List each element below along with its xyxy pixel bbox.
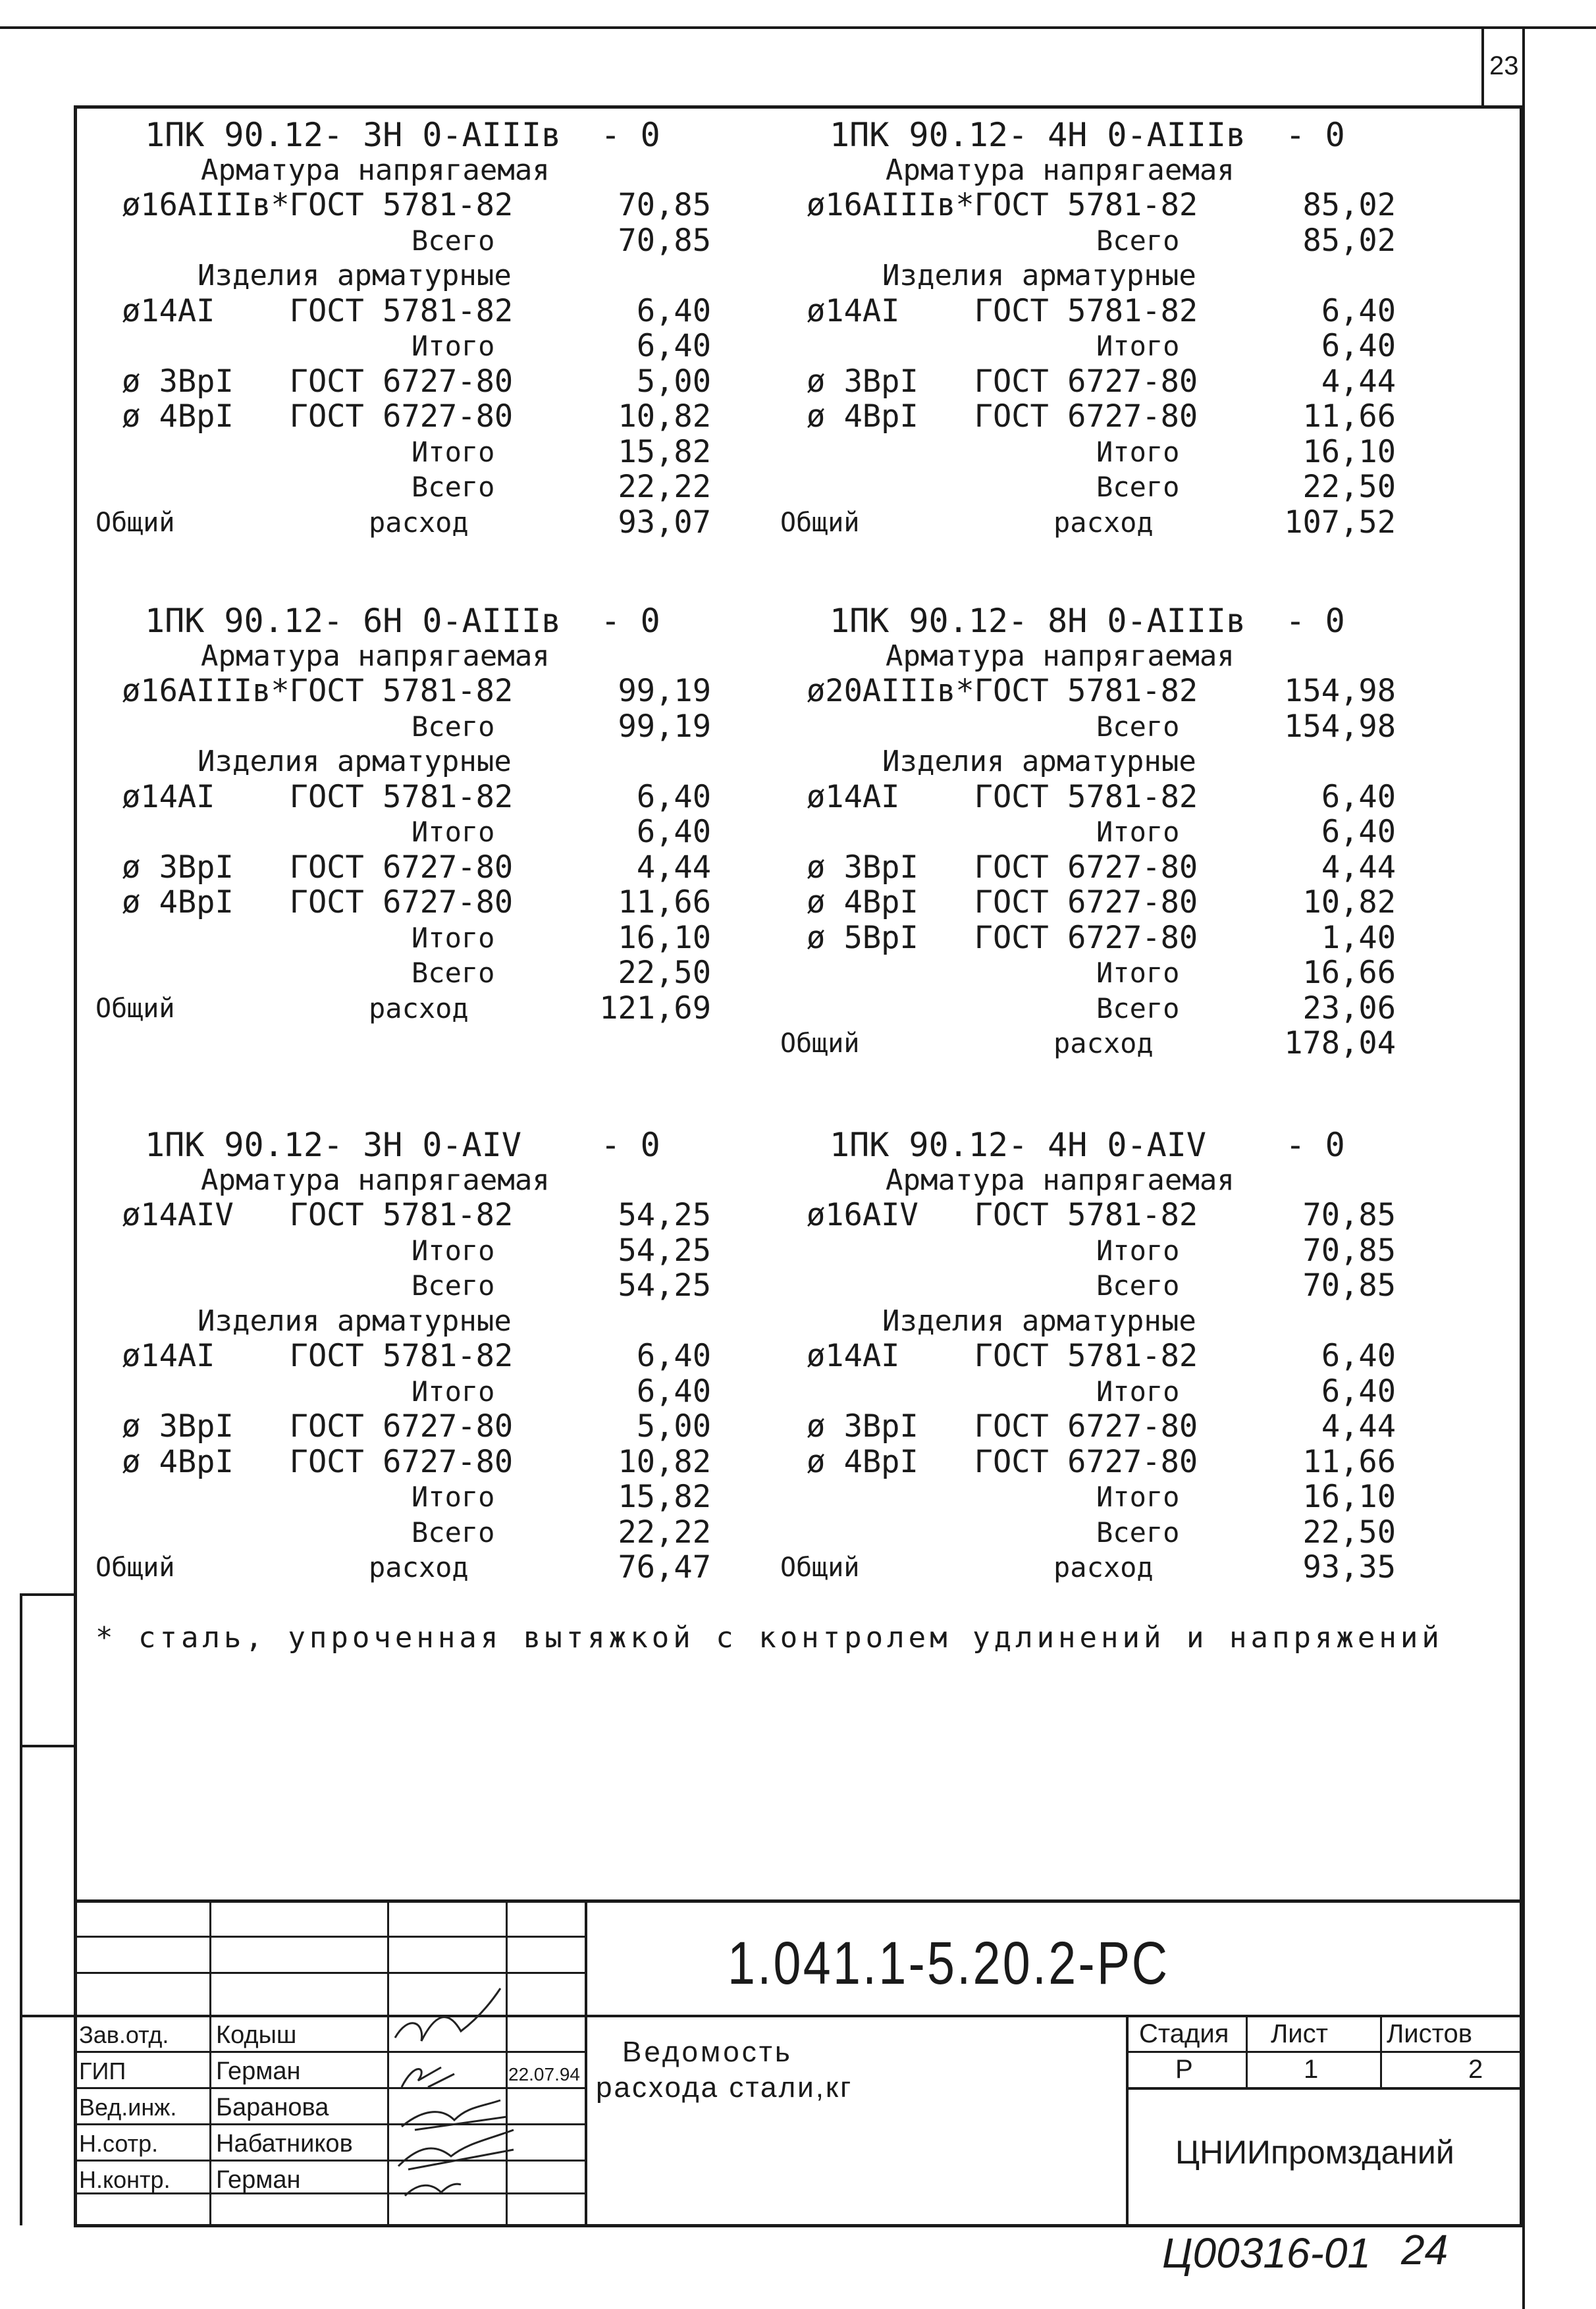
mass-value: 4,44 bbox=[1321, 1408, 1396, 1445]
table-row bbox=[784, 1374, 1468, 1410]
table-row bbox=[95, 990, 784, 1026]
table-row bbox=[99, 639, 784, 674]
subtotal-label: расход bbox=[1053, 1027, 1154, 1059]
product-title: 1ПК 90.12- 3Н 0-АIV - 0 bbox=[145, 1126, 660, 1164]
subtotal-label: Итого bbox=[1096, 957, 1180, 989]
table-row bbox=[99, 1339, 784, 1374]
mass-value: 6,40 bbox=[636, 328, 711, 364]
steel-spec: ø16АIIIв*ГОСТ 5781-82 bbox=[122, 187, 514, 223]
table-row bbox=[784, 188, 1468, 223]
subtotal-label: расход bbox=[1053, 506, 1154, 539]
table-row bbox=[784, 258, 1468, 294]
table-row bbox=[784, 469, 1468, 505]
subtotal-label: Итого bbox=[1096, 330, 1180, 362]
frame-top bbox=[74, 105, 1522, 109]
table-row bbox=[99, 920, 784, 956]
sheet-value: 1 bbox=[1304, 2055, 1319, 2084]
product-title: 1ПК 90.12- 3Н 0-АIIIв - 0 bbox=[145, 116, 660, 154]
person-name: Герман bbox=[216, 2057, 301, 2085]
table-row bbox=[784, 1163, 1468, 1198]
role-label: ГИП bbox=[79, 2057, 126, 2084]
table-row bbox=[99, 1304, 784, 1339]
steel-spec: ø 4ВрI ГОСТ 6727-80 bbox=[122, 1443, 514, 1480]
subtotal-label: Всего bbox=[412, 1516, 495, 1549]
person-name: Герман bbox=[216, 2166, 301, 2194]
steel-spec: ø14АI ГОСТ 5781-82 bbox=[122, 778, 514, 815]
subtotal-label: Итого bbox=[1096, 1234, 1180, 1267]
page-number: 23 bbox=[1489, 51, 1519, 80]
table-row bbox=[99, 1374, 784, 1410]
steel-spec: ø 3ВрI ГОСТ 6727-80 bbox=[122, 849, 514, 886]
stage-header: Стадия bbox=[1139, 2019, 1229, 2048]
steel-spec: ø 3ВрI ГОСТ 6727-80 bbox=[122, 363, 514, 400]
mass-value: 6,40 bbox=[1321, 292, 1396, 329]
table-row bbox=[784, 1445, 1468, 1480]
role-label: Н.сотр. bbox=[79, 2130, 159, 2157]
subtotal-label: Всего bbox=[1096, 224, 1180, 257]
margin-tick-3 bbox=[20, 2015, 76, 2017]
steel-spec: ø 5ВрI ГОСТ 6727-80 bbox=[807, 919, 1198, 956]
steel-spec: ø 3ВрI ГОСТ 6727-80 bbox=[122, 1408, 514, 1445]
product-title: 1ПК 90.12- 4Н 0-АIV - 0 bbox=[830, 1126, 1345, 1164]
table-row bbox=[784, 329, 1468, 364]
table-row bbox=[784, 780, 1468, 815]
table-row bbox=[784, 294, 1468, 329]
table-row bbox=[784, 1268, 1468, 1304]
document-code: 1.041.1-5.20.2-РС bbox=[728, 1930, 1170, 1997]
table-row bbox=[99, 1268, 784, 1304]
stamp-hline-2 bbox=[74, 1972, 585, 1974]
sheets-header: Листов bbox=[1387, 2019, 1472, 2048]
footnote: * сталь, упроченная вытяжкой с контролем удлинений и напряжений bbox=[95, 1621, 1443, 1655]
mass-value: 15,82 bbox=[618, 433, 711, 470]
mass-value: 54,25 bbox=[618, 1232, 711, 1269]
signature-5 bbox=[405, 2184, 461, 2196]
mass-value: 76,47 bbox=[618, 1549, 711, 1585]
mass-value: 70,85 bbox=[1302, 1232, 1396, 1269]
table-row bbox=[99, 1163, 784, 1198]
table-row bbox=[99, 885, 784, 920]
total-label: Общий bbox=[95, 507, 175, 538]
table-row bbox=[784, 955, 1468, 991]
sheet-top-border bbox=[0, 26, 1596, 29]
signature-1 bbox=[395, 1988, 500, 2041]
table-row bbox=[99, 709, 784, 745]
margin-tick-1 bbox=[20, 1593, 76, 1596]
table-row bbox=[780, 504, 1468, 541]
mass-value: 6,40 bbox=[636, 292, 711, 329]
signature-3 bbox=[402, 2100, 507, 2130]
table-row bbox=[99, 1515, 784, 1551]
table-row bbox=[784, 639, 1468, 674]
mass-value: 4,44 bbox=[1321, 849, 1396, 886]
subtotal-label: Итого bbox=[412, 1481, 495, 1513]
mass-value: 10,82 bbox=[1302, 884, 1396, 920]
table-row bbox=[780, 1549, 1468, 1585]
table-row bbox=[99, 1409, 784, 1445]
table-row bbox=[784, 709, 1468, 745]
section-heading: Изделия арматурные bbox=[882, 745, 1196, 778]
product-title: 1ПК 90.12- 8Н 0-АIIIв - 0 bbox=[830, 602, 1345, 640]
table-row bbox=[99, 1445, 784, 1480]
margin-tick-2 bbox=[20, 1745, 76, 1747]
mass-value: 107,52 bbox=[1284, 504, 1396, 541]
table-row bbox=[99, 188, 784, 223]
subtotal-label: Всего bbox=[412, 710, 495, 743]
table-row bbox=[784, 399, 1468, 435]
steel-spec: ø16АIV ГОСТ 5781-82 bbox=[807, 1197, 1198, 1233]
mass-value: 6,40 bbox=[1321, 1373, 1396, 1410]
mass-value: 23,06 bbox=[1302, 990, 1396, 1026]
steel-spec: ø14АI ГОСТ 5781-82 bbox=[807, 778, 1198, 815]
person-name: Набатников bbox=[216, 2130, 353, 2158]
table-row bbox=[99, 744, 784, 780]
table-row bbox=[99, 329, 784, 364]
subtotal-label: Всего bbox=[412, 957, 495, 989]
table-row bbox=[784, 674, 1468, 709]
table-row bbox=[99, 674, 784, 709]
steel-spec: ø 4ВрI ГОСТ 6727-80 bbox=[807, 884, 1198, 920]
table-row bbox=[99, 1233, 784, 1269]
mass-value: 6,40 bbox=[1321, 778, 1396, 815]
stage-box-vline-1 bbox=[1246, 2015, 1248, 2088]
bottom-number: 24 bbox=[1401, 2226, 1449, 2273]
total-label: Общий bbox=[780, 1028, 860, 1059]
product-block bbox=[95, 1126, 784, 1601]
mass-value: 22,50 bbox=[1302, 469, 1396, 505]
signature-4 bbox=[398, 2130, 514, 2169]
signatures bbox=[388, 1975, 586, 2199]
margin-left-line bbox=[20, 1593, 22, 2225]
mass-value: 1,40 bbox=[1321, 919, 1396, 956]
table-row bbox=[784, 435, 1468, 470]
steel-spec: ø14АI ГОСТ 5781-82 bbox=[122, 1338, 514, 1374]
mass-value: 11,66 bbox=[1302, 1443, 1396, 1480]
mass-value: 11,66 bbox=[1302, 398, 1396, 435]
sheet-title-line2: расхода стали,кг bbox=[596, 2071, 853, 2104]
sheets-value: 2 bbox=[1468, 2055, 1483, 2084]
table-row bbox=[784, 885, 1468, 920]
mass-value: 6,40 bbox=[1321, 328, 1396, 364]
mass-value: 22,22 bbox=[618, 469, 711, 505]
subtotal-label: Всего bbox=[1096, 992, 1180, 1024]
mass-value: 22,22 bbox=[618, 1514, 711, 1551]
steel-spec: ø20АIIIв*ГОСТ 5781-82 bbox=[807, 673, 1198, 709]
subtotal-label: Всего bbox=[1096, 1516, 1180, 1549]
subtotal-label: Итого bbox=[1096, 1375, 1180, 1408]
mass-value: 6,40 bbox=[636, 814, 711, 850]
table-row bbox=[784, 1515, 1468, 1551]
table-row bbox=[99, 469, 784, 505]
table-row bbox=[99, 850, 784, 886]
frame-left bbox=[74, 105, 77, 2225]
table-row bbox=[780, 1025, 1468, 1061]
table-row bbox=[784, 991, 1468, 1026]
steel-spec: ø 4ВрI ГОСТ 6727-80 bbox=[122, 398, 514, 435]
section-heading: Арматура напрягаемая bbox=[886, 1163, 1235, 1197]
mass-value: 10,82 bbox=[618, 1443, 711, 1480]
steel-spec: ø14АI ГОСТ 5781-82 bbox=[807, 1338, 1198, 1374]
steel-spec: ø14АIV ГОСТ 5781-82 bbox=[122, 1197, 514, 1233]
steel-spec: ø 4ВрI ГОСТ 6727-80 bbox=[807, 1443, 1198, 1480]
mass-value: 16,66 bbox=[1302, 955, 1396, 991]
table-row bbox=[784, 1198, 1468, 1233]
sheet-title-line1: Ведомость bbox=[622, 2036, 793, 2068]
mass-value: 121,69 bbox=[599, 990, 711, 1026]
mass-value: 22,50 bbox=[1302, 1514, 1396, 1551]
table-row bbox=[95, 504, 784, 541]
frame-bottom bbox=[74, 2224, 1522, 2227]
approval-date: 22.07.94 bbox=[508, 2064, 580, 2084]
mass-value: 54,25 bbox=[618, 1267, 711, 1304]
table-row bbox=[99, 364, 784, 400]
product-block bbox=[780, 602, 1468, 1077]
person-name: Кодыш bbox=[216, 2021, 297, 2049]
subtotal-label: расход bbox=[369, 506, 469, 539]
table-row bbox=[784, 1339, 1468, 1374]
subtotal-label: Итого bbox=[1096, 435, 1180, 468]
steel-spec: ø16АIIIв*ГОСТ 5781-82 bbox=[807, 187, 1198, 223]
mass-value: 70,85 bbox=[618, 187, 711, 223]
table-row bbox=[99, 780, 784, 815]
mass-value: 6,40 bbox=[636, 1338, 711, 1374]
table-row bbox=[784, 1479, 1468, 1515]
stamp-vline-1 bbox=[209, 1899, 211, 2225]
mass-value: 16,10 bbox=[1302, 433, 1396, 470]
mass-value: 178,04 bbox=[1284, 1025, 1396, 1061]
mass-value: 15,82 bbox=[618, 1479, 711, 1515]
table-row bbox=[784, 1304, 1468, 1339]
product-block bbox=[95, 602, 784, 1077]
mass-value: 93,07 bbox=[618, 504, 711, 541]
mass-value: 11,66 bbox=[618, 884, 711, 920]
table-row bbox=[99, 814, 784, 850]
stage-box-hline-2 bbox=[1126, 2087, 1522, 2090]
subtotal-label: расход bbox=[1053, 1551, 1154, 1583]
steel-spec: ø 4ВрI ГОСТ 6727-80 bbox=[807, 398, 1198, 435]
table-row bbox=[99, 955, 784, 991]
table-row bbox=[99, 399, 784, 435]
mass-value: 4,44 bbox=[1321, 363, 1396, 400]
subtotal-label: Всего bbox=[1096, 710, 1180, 743]
subtotal-label: Всего bbox=[412, 1269, 495, 1302]
table-row bbox=[99, 153, 784, 188]
mass-value: 5,00 bbox=[636, 1408, 711, 1445]
mass-value: 99,19 bbox=[618, 673, 711, 709]
product-block bbox=[780, 116, 1468, 591]
table-row bbox=[99, 258, 784, 294]
page-number-box-left bbox=[1481, 29, 1484, 107]
mass-value: 6,40 bbox=[1321, 814, 1396, 850]
steel-spec: ø 4ВрI ГОСТ 6727-80 bbox=[122, 884, 514, 920]
mass-value: 93,35 bbox=[1302, 1549, 1396, 1585]
section-heading: Изделия арматурные bbox=[198, 1304, 512, 1338]
subtotal-label: расход bbox=[369, 992, 469, 1024]
total-label: Общий bbox=[95, 1553, 175, 1583]
table-row bbox=[99, 294, 784, 329]
steel-spec: ø 3ВрI ГОСТ 6727-80 bbox=[807, 1408, 1198, 1445]
mass-value: 4,44 bbox=[636, 849, 711, 886]
mass-value: 99,19 bbox=[618, 708, 711, 745]
subtotal-label: Всего bbox=[412, 471, 495, 503]
subtotal-label: Всего bbox=[1096, 471, 1180, 503]
archive-number: Ц00316-01 bbox=[1162, 2229, 1371, 2277]
mass-value: 154,98 bbox=[1284, 673, 1396, 709]
subtotal-label: Всего bbox=[412, 224, 495, 257]
product-block bbox=[95, 116, 784, 591]
subtotal-label: Итого bbox=[412, 435, 495, 468]
subtotal-label: Итого bbox=[412, 1375, 495, 1408]
section-heading: Арматура напрягаемая bbox=[886, 153, 1235, 187]
section-heading: Арматура напрягаемая bbox=[886, 639, 1235, 673]
section-heading: Изделия арматурные bbox=[882, 259, 1196, 292]
table-row bbox=[99, 1479, 784, 1515]
steel-spec: ø 3ВрI ГОСТ 6727-80 bbox=[807, 363, 1198, 400]
subtotal-label: Всего bbox=[1096, 1269, 1180, 1302]
stamp-top bbox=[74, 1899, 1522, 1903]
stage-box-vline-2 bbox=[1380, 2015, 1382, 2088]
stage-value: Р bbox=[1175, 2055, 1193, 2084]
section-heading: Изделия арматурные bbox=[882, 1304, 1196, 1338]
subtotal-label: Итого bbox=[1096, 1481, 1180, 1513]
table-row bbox=[99, 1198, 784, 1233]
role-label: Н.контр. bbox=[79, 2166, 171, 2193]
section-heading: Изделия арматурные bbox=[198, 259, 512, 292]
section-heading: Арматура напрягаемая bbox=[201, 153, 550, 187]
stage-box-left bbox=[1126, 2015, 1129, 2225]
table-row bbox=[784, 814, 1468, 850]
mass-value: 70,85 bbox=[618, 222, 711, 259]
steel-spec: ø14АI ГОСТ 5781-82 bbox=[122, 292, 514, 329]
table-row bbox=[95, 1549, 784, 1585]
person-name: Баранова bbox=[216, 2094, 329, 2121]
mass-value: 70,85 bbox=[1302, 1197, 1396, 1233]
subtotal-label: расход bbox=[369, 1551, 469, 1583]
mass-value: 10,82 bbox=[618, 398, 711, 435]
steel-spec: ø16АIIIв*ГОСТ 5781-82 bbox=[122, 673, 514, 709]
total-label: Общий bbox=[780, 507, 860, 538]
table-row bbox=[99, 223, 784, 259]
table-row bbox=[784, 1233, 1468, 1269]
product-title: 1ПК 90.12- 6Н 0-АIIIв - 0 bbox=[145, 602, 660, 640]
organization-name: ЦНИИпромзданий bbox=[1175, 2134, 1454, 2171]
table-row bbox=[784, 920, 1468, 956]
mass-value: 16,10 bbox=[1302, 1479, 1396, 1515]
mass-value: 6,40 bbox=[636, 778, 711, 815]
mass-value: 85,02 bbox=[1302, 222, 1396, 259]
section-heading: Арматура напрягаемая bbox=[201, 639, 550, 673]
mass-value: 6,40 bbox=[636, 1373, 711, 1410]
table-row bbox=[784, 850, 1468, 886]
subtotal-label: Итого bbox=[1096, 816, 1180, 848]
mass-value: 154,98 bbox=[1284, 708, 1396, 745]
table-row bbox=[99, 435, 784, 470]
section-heading: Изделия арматурные bbox=[198, 745, 512, 778]
frame-right bbox=[1520, 105, 1523, 2225]
subtotal-label: Итого bbox=[412, 1234, 495, 1267]
mass-value: 54,25 bbox=[618, 1197, 711, 1233]
role-label: Зав.отд. bbox=[79, 2021, 169, 2048]
product-title: 1ПК 90.12- 4Н 0-АIIIв - 0 bbox=[830, 116, 1345, 154]
mass-value: 22,50 bbox=[618, 955, 711, 991]
steel-spec: ø14АI ГОСТ 5781-82 bbox=[807, 292, 1198, 329]
subtotal-label: Итого bbox=[412, 816, 495, 848]
role-label: Вед.инж. bbox=[79, 2094, 177, 2121]
mass-value: 70,85 bbox=[1302, 1267, 1396, 1304]
product-block bbox=[780, 1126, 1468, 1601]
mass-value: 16,10 bbox=[618, 919, 711, 956]
total-label: Общий bbox=[95, 993, 175, 1024]
stamp-hline-1 bbox=[74, 1936, 585, 1938]
table-row bbox=[784, 744, 1468, 780]
subtotal-label: Итого bbox=[412, 921, 495, 954]
sheet-header: Лист bbox=[1271, 2019, 1328, 2048]
mass-value: 6,40 bbox=[1321, 1338, 1396, 1374]
table-row bbox=[784, 223, 1468, 259]
mass-value: 85,02 bbox=[1302, 187, 1396, 223]
steel-spec: ø 3ВрI ГОСТ 6727-80 bbox=[807, 849, 1198, 886]
table-row bbox=[784, 1409, 1468, 1445]
table-row bbox=[784, 364, 1468, 400]
total-label: Общий bbox=[780, 1553, 860, 1583]
subtotal-label: Итого bbox=[412, 330, 495, 362]
signature-2 bbox=[402, 2067, 454, 2087]
table-row bbox=[784, 153, 1468, 188]
section-heading: Арматура напрягаемая bbox=[201, 1163, 550, 1197]
mass-value: 5,00 bbox=[636, 363, 711, 400]
